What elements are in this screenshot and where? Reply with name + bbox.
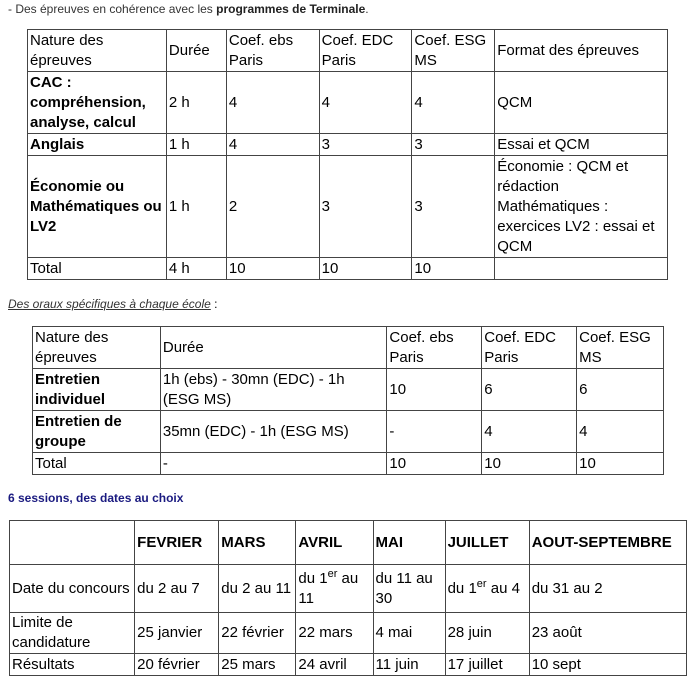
table-cell: Économie : QCM et rédaction Mathématiques : exercices LV2 : essai et QCM (495, 156, 668, 258)
table-cell: du 2 au 7 (135, 565, 219, 613)
table-header-row (33, 327, 664, 369)
orals-label (8, 297, 217, 311)
date-text: du 1 (447, 579, 477, 597)
table-cell: 1 h (166, 134, 226, 156)
total-label-cell: Total (33, 453, 161, 475)
table-cell: 28 juin (445, 613, 529, 654)
orals-label-suffix: : (210, 297, 218, 311)
header-cell: Durée (166, 30, 226, 72)
date-text: au 11 (298, 569, 359, 607)
table-cell: 1 h (166, 156, 226, 258)
table-cell: 4 (226, 72, 319, 134)
table-row (10, 565, 687, 613)
header-cell: AOUT-SEPTEMBRE (529, 521, 686, 565)
table-cell: 10 sept (529, 654, 686, 676)
header-cell: FEVRIER (135, 521, 219, 565)
table-cell: du 31 au 2 (529, 565, 686, 613)
table-cell: 22 février (219, 613, 296, 654)
table-cell: 25 mars (219, 654, 296, 676)
table-cell: 4 (577, 411, 664, 453)
table-cell: 23 août (529, 613, 686, 654)
table-cell: du 11 au 30 (373, 565, 445, 613)
table-cell: 3 (412, 134, 495, 156)
table-cell (495, 258, 668, 280)
table-cell: 3 (412, 156, 495, 258)
intro-prefix: - Des épreuves en cohérence avec les (8, 2, 217, 16)
header-cell: MARS (219, 521, 296, 565)
date-text: au 4 (486, 579, 520, 597)
table-cell (296, 565, 373, 613)
table-cell: 10 (226, 258, 319, 280)
table-row (33, 369, 664, 411)
exam-name-cell: Économie ou Mathématiques ou LV2 (28, 156, 167, 258)
table-cell: 4 (226, 134, 319, 156)
exam-name-cell: CAC : compréhension, analyse, calcul (28, 72, 167, 134)
table-cell: 3 (319, 156, 412, 258)
table-cell: 4 mai (373, 613, 445, 654)
table-row (10, 613, 687, 654)
exam-name-cell: Entretien individuel (33, 369, 161, 411)
table-row (10, 654, 687, 676)
table-row (28, 156, 668, 258)
table-cell: 2 h (166, 72, 226, 134)
header-cell (10, 521, 135, 565)
table-cell: - (387, 411, 482, 453)
table-cell: QCM (495, 72, 668, 134)
table-cell: 4 (412, 72, 495, 134)
intro-line (8, 2, 369, 16)
table-cell: 4 (319, 72, 412, 134)
table-row (33, 453, 664, 475)
written-exams-table (27, 29, 668, 280)
table-cell: 25 janvier (135, 613, 219, 654)
table-cell: 17 juillet (445, 654, 529, 676)
table-row (28, 134, 668, 156)
header-cell: Coef. ESG MS (412, 30, 495, 72)
table-row (33, 411, 664, 453)
ordinal-sup: er (476, 577, 487, 590)
table-cell: 22 mars (296, 613, 373, 654)
ordinal-sup: er (327, 567, 338, 580)
table-cell: 1h (ebs) - 30mn (EDC) - 1h (ESG MS) (160, 369, 387, 411)
row-label-cell: Résultats (10, 654, 135, 676)
row-label-cell: Date du concours (10, 565, 135, 613)
table-cell: 20 février (135, 654, 219, 676)
header-cell: MAI (373, 521, 445, 565)
header-cell: Coef. EDC Paris (482, 327, 577, 369)
header-cell: AVRIL (296, 521, 373, 565)
total-label-cell: Total (28, 258, 167, 280)
table-cell: 35mn (EDC) - 1h (ESG MS) (160, 411, 387, 453)
table-cell: 10 (387, 453, 482, 475)
table-header-row (10, 521, 687, 565)
table-cell: Essai et QCM (495, 134, 668, 156)
table-cell: 4 h (166, 258, 226, 280)
header-cell: Coef. ebs Paris (387, 327, 482, 369)
table-header-row (28, 30, 668, 72)
date-text: du 1 (298, 569, 328, 587)
table-cell: 10 (387, 369, 482, 411)
header-cell: Coef. EDC Paris (319, 30, 412, 72)
orals-label-text: Des oraux spécifiques à chaque école (8, 297, 211, 311)
row-label-cell: Limite de candidature (10, 613, 135, 654)
table-row (28, 72, 668, 134)
table-cell (445, 565, 529, 613)
table-cell: 3 (319, 134, 412, 156)
sessions-label: 6 sessions, des dates au choix (8, 491, 184, 505)
table-row (28, 258, 668, 280)
table-cell: 4 (482, 411, 577, 453)
header-cell: Coef. ebs Paris (226, 30, 319, 72)
exam-name-cell: Entretien de groupe (33, 411, 161, 453)
header-cell: Nature des épreuves (33, 327, 161, 369)
sessions-table (9, 520, 687, 676)
header-cell: Durée (160, 327, 387, 369)
table-cell: 6 (482, 369, 577, 411)
table-cell: 10 (577, 453, 664, 475)
table-cell: 2 (226, 156, 319, 258)
header-cell: Nature des épreuves (28, 30, 167, 72)
intro-bold: programmes de Terminale (216, 2, 366, 16)
header-cell: JUILLET (445, 521, 529, 565)
header-cell: Coef. ESG MS (577, 327, 664, 369)
table-cell: du 2 au 11 (219, 565, 296, 613)
table-cell: 10 (319, 258, 412, 280)
orals-table (32, 326, 664, 475)
table-cell: 11 juin (373, 654, 445, 676)
table-cell: 24 avril (296, 654, 373, 676)
table-cell: 10 (482, 453, 577, 475)
header-cell: Format des épreuves (495, 30, 668, 72)
table-cell: 10 (412, 258, 495, 280)
exam-name-cell: Anglais (28, 134, 167, 156)
table-cell: 6 (577, 369, 664, 411)
table-cell: - (160, 453, 387, 475)
intro-suffix: . (365, 2, 369, 16)
